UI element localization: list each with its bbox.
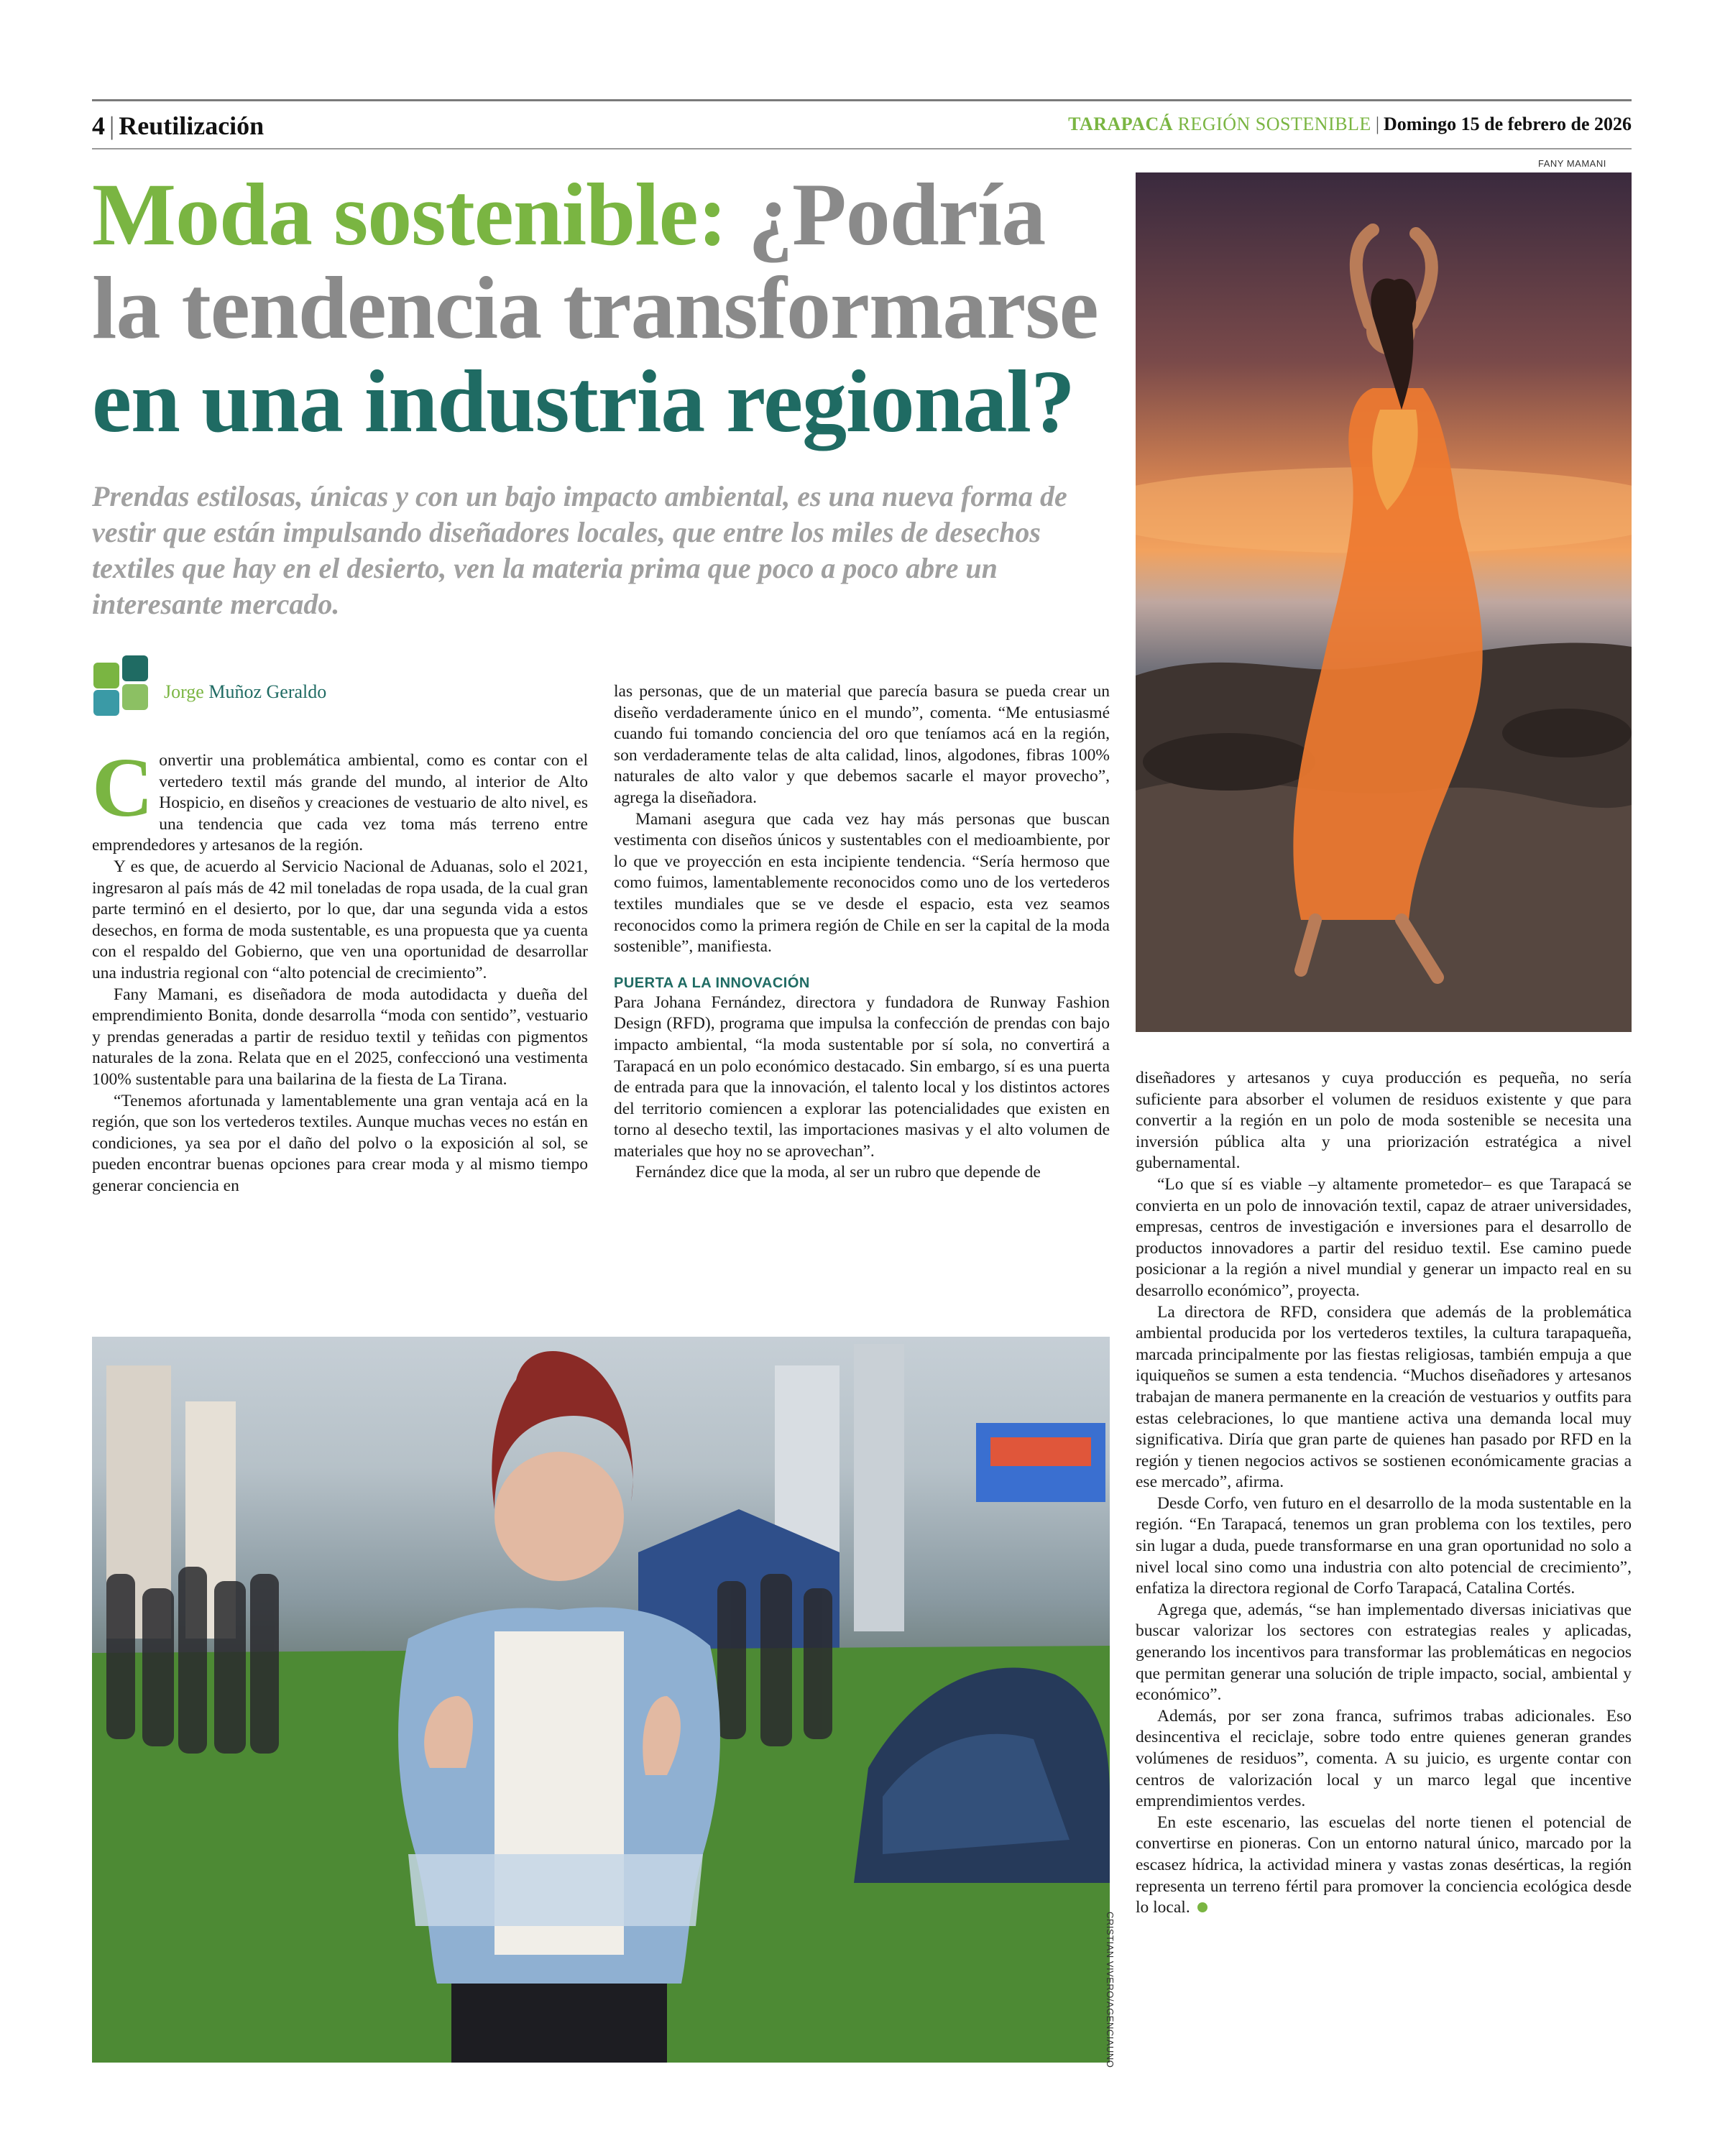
section-subhead: PUERTA A LA INNOVACIÓN	[614, 975, 810, 991]
author-first-name: Jorge	[164, 681, 204, 702]
byline	[164, 681, 326, 703]
photo1-credit: FANY MAMANI	[1538, 158, 1606, 169]
paragraph: Desde Corfo, ven futuro en el desarrollo de la moda sustentable en la región. “En Tarapacá, tenemos un gran problema con los textiles, pero sin lugar a duda, puede transformarse en una gran oportunidad no solo a nivel local sino como una industria con alto potencial de crecimiento”, enfatiza la directora regional de Corfo Tarapacá, Catalina Cortés.	[1136, 1493, 1632, 1598]
paragraph: Agrega que, además, “se han implementado diversas iniciativas que buscar valorizar los sectores con estrategias reales y aplicadas, generando los incentivos para transformar las problemáticas en negocios que permitan generar una solución de triple impacto, social, ambiental y económico”.	[1136, 1600, 1632, 1705]
brand-name: TARAPACÁ	[1068, 114, 1174, 134]
paragraph: Convertir una problemática ambiental, como es contar con el vertedero textil más grande del mundo, al interior de Alto Hospicio, en diseños y creaciones de vestuario de alto nivel, es una tendencia que cada vez toma más terreno entre emprendedores y artesanos de la región.	[92, 750, 588, 855]
dancer-illustration	[1136, 172, 1632, 1032]
title-part-3: en una industria regional?	[92, 352, 1075, 451]
photo-dancer-sunset	[1136, 172, 1632, 1032]
article-lead: Prendas estilosas, únicas y con un bajo impacto ambiental, es una nueva forma de vestir que están impulsando diseñadores locales, que entre los miles de desechos textiles que hay en el desierto, ven la materia prima que poco a poco abre un interesante mercado.	[92, 480, 1067, 620]
brand-subtitle: REGIÓN SOSTENIBLE	[1177, 114, 1371, 134]
drop-cap: C	[92, 750, 154, 834]
paragraph: Para Johana Fernández, directora y fundadora de Runway Fashion Design (RFD), programa que impulsa la confección de prendas con bajo impacto ambiental, “la moda sustentable por sí sola, no convertirá a Tarapacá en un polo económico destacado. Sin embargo, sí es una puerta de entrada para que la innovación, el talento local y los distintos actores del territorio comiencen a explorar las potencialidades que existen en torno al desecho textil, las importaciones masivas y el alto volumen de materiales que hoy no se aprovechan”.	[614, 992, 1110, 1161]
photo-fashion-event	[92, 1337, 1110, 2063]
header-bottom-rule	[92, 148, 1632, 149]
author-last-name: Muñoz Geraldo	[208, 681, 327, 702]
page-number: 4	[92, 111, 105, 140]
paragraph: Fernández dice que la moda, al ser un rubro que depende de	[635, 1163, 1041, 1182]
article-title	[92, 165, 1098, 451]
photo2-credit: CRISTIAN VIVERO/AGENCIAUNO	[1105, 1912, 1116, 2068]
publication-info: TARAPACÁ REGIÓN SOSTENIBLE | Domingo 15 de febrero de 2026	[1068, 114, 1632, 134]
section-name: Reutilización	[119, 111, 264, 140]
paragraph: Fany Mamani, es diseñadora de moda autodidacta y dueña del emprendimiento Bonita, donde desarrolla “moda con sentido”, vestuario y prendas generadas a partir de residuo textil y teñidas con pigmentos naturales de la zona. Relata que en el 2025, confeccionó una vestimenta 100% sustentable para una bailarina de la fiesta de La Tirana.	[92, 985, 588, 1089]
paragraph: Y es que, de acuerdo al Servicio Nacional de Aduanas, solo el 2021, ingresaron al país más de 42 mil toneladas de ropa usada, de la cual gran parte terminó en el desierto, por lo que, dar una segunda vida a estos desechos, en forma de moda sustentable, es una propuesta que ya cuenta con el respaldo del Gobierno, que ven una oportunidad de desarrollar una industria regional con “alto potencial de crecimiento”.	[92, 857, 588, 982]
paragraph: En este escenario, las escuelas del norte tienen el potencial de convertirse en pioneras. Con un entorno natural único, marcado por la escasez hídrica, la actividad minera y vastas zonas desérticas, la región representa un terreno fértil para promover la conciencia ecológica desde lo local.	[1136, 1812, 1632, 1917]
recycle-logo-icon	[93, 655, 151, 713]
paragraph: La directora de RFD, considera que además de la problemática ambiental producida por los vertederos textiles, la cultura tarapaqueña, marcada principalmente por las fiestas religiosas, también empuja a que iquiqueños se sumen a esta tendencia. “Muchos diseñadores y artesanos trabajan de manera permanente en la creación de vestuarios y outfits para estas celebraciones, lo que mantiene activa una demanda local muy significativa. Diría que gran parte de quienes han pasado por RFD en la región y tienen negocios activos se sostienen económicamente gracias a ese mercado”, afirma.	[1136, 1302, 1632, 1492]
page-header	[92, 108, 1632, 144]
end-mark-icon	[1197, 1902, 1208, 1912]
paragraph: Mamani asegura que cada vez hay más personas que buscan vestimenta con diseños únicos y sustentables con el medioambiente, por lo que ve proyección en esta incipiente tendencia. “Sería hermoso que como fuimos, lamentablemente reconocidos como uno de los vertederos textiles mundiales que se ve desde el espacio, esta vez seamos reconocidos como la primera región de Chile en ser la capital de la moda sostenible”, manifiesta.	[614, 809, 1110, 957]
paragraph: “Tenemos afortunada y lamentablemente una gran ventaja acá en la región, que son los vertederos textiles. Aunque muchas veces no están en condiciones, ya sea por el daño del polvo o la exposición al sol, se pueden encontrar buenas opciones para crear moda y al mismo tiempo generar conciencia en	[92, 1091, 588, 1195]
article-column-1	[92, 750, 588, 1311]
title-part-2: ¿Podría la tendencia transformarse	[92, 165, 1098, 357]
header-top-rule	[92, 99, 1632, 101]
article-column-3	[1136, 1068, 1632, 2067]
paragraph: diseñadores y artesanos y cuya producción es pequeña, no sería suficiente para absorber el volumen de residuos existente y que para convertir a la región en un polo de moda sostenible se necesita una inversión pública alta y una priorización estratégica a nivel gubernamental.	[1136, 1069, 1632, 1173]
title-part-1: Moda sostenible:	[92, 165, 727, 264]
paragraph: las personas, que de un material que parecía basura se pueda crear un diseño verdaderamente único en el mundo”, comenta. “Me entusiasmé cuando fui tomando conciencia del oro que teníamos acá en la región, son verdaderamente telas de alta calidad, linos, algodones, fibras 100% naturales de alto valor y que debemos sacarle el mayor provecho”, agrega la diseñadora.	[614, 682, 1110, 807]
paragraph: “Lo que sí es viable –y altamente prometedor– es que Tarapacá se convierta en un polo de innovación textil, capaz de atraer universidades, empresas, centros de investigación e inversiones para el desarrollo de productos innovadores a partir del residuo textil. Ese camino puede posicionar a la región a nivel mundial y generar un impacto real en su desarrollo económico”, proyecta.	[1136, 1174, 1632, 1300]
section-label: 4 | Reutilización	[92, 111, 264, 140]
paragraph: Además, por ser zona franca, sufrimos trabas adicionales. Eso desincentiva el reciclaje, sobre todo entre quienes generan grandes volúmenes de residuos”, comenta. A su juicio, es urgente contar con centros de valorización local y un marco legal que incentive emprendimientos verdes.	[1136, 1706, 1632, 1811]
event-illustration	[92, 1337, 1110, 2063]
article-column-2	[614, 681, 1110, 1314]
issue-date: Domingo 15 de febrero de 2026	[1384, 114, 1632, 134]
